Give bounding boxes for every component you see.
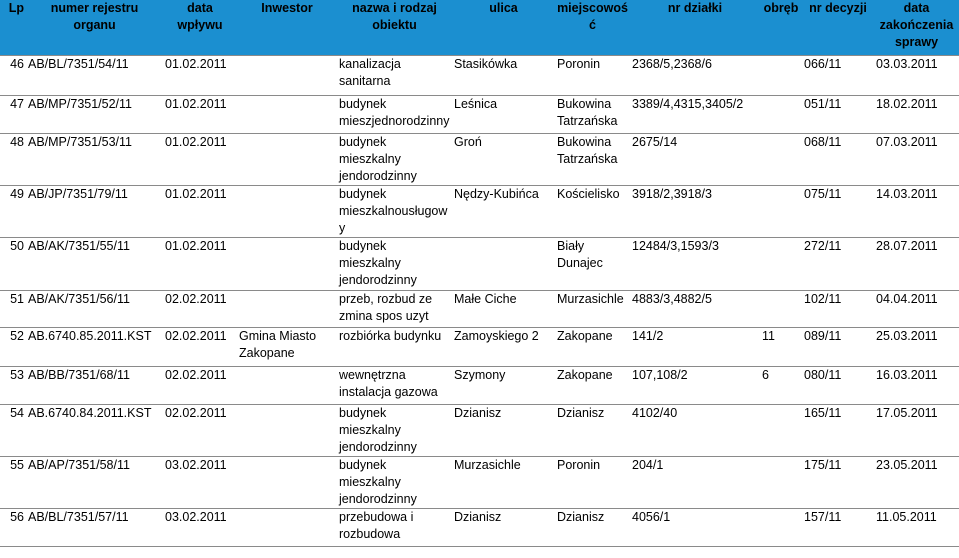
header-numer: numer rejestru organu xyxy=(26,0,163,56)
cell-numer: AB/BL/7351/54/11 xyxy=(26,56,163,96)
cell-lp: 51 xyxy=(0,291,26,328)
cell-ulica: Dzianisz xyxy=(452,405,555,457)
table-row xyxy=(0,186,959,238)
cell-nr-decyzji: 175/11 xyxy=(802,457,874,509)
cell-nr-decyzji: 066/11 xyxy=(802,56,874,96)
cell-data-zakonczenia: 14.03.2011 xyxy=(874,186,959,238)
cell-nr-decyzji: 068/11 xyxy=(802,134,874,186)
header-nr-decyzji: nr decyzji xyxy=(802,0,874,56)
cell-nazwa: rozbiórka budynku xyxy=(337,328,452,367)
cell-nazwa: wewnętrzna instalacja gazowa xyxy=(337,367,452,405)
cell-nr-dzialki: 4883/3,4882/5 xyxy=(630,291,760,328)
cell-lp: 48 xyxy=(0,134,26,186)
cell-obreb: 11 xyxy=(760,328,802,367)
cell-ulica: Małe Ciche xyxy=(452,291,555,328)
table-row xyxy=(0,291,959,328)
cell-data-wplywu: 01.02.2011 xyxy=(163,238,237,291)
cell-lp: 53 xyxy=(0,367,26,405)
cell-lp: 50 xyxy=(0,238,26,291)
cell-data-zakonczenia: 04.04.2011 xyxy=(874,291,959,328)
cell-nr-dzialki: 4056/1 xyxy=(630,509,760,547)
table-row xyxy=(0,457,959,509)
cell-lp: 54 xyxy=(0,405,26,457)
header-inwestor: Inwestor xyxy=(237,0,337,56)
cell-miejscowosc: Kościelisko xyxy=(555,186,630,238)
cell-data-wplywu: 01.02.2011 xyxy=(163,56,237,96)
cell-miejscowosc: Bukowina Tatrzańska xyxy=(555,134,630,186)
cell-numer: AB/JP/7351/79/11 xyxy=(26,186,163,238)
cell-ulica: Zamoyskiego 2 xyxy=(452,328,555,367)
cell-miejscowosc: Zakopane xyxy=(555,367,630,405)
cell-numer: AB/AK/7351/56/11 xyxy=(26,291,163,328)
cell-ulica xyxy=(452,238,555,291)
cell-miejscowosc: Zakopane xyxy=(555,328,630,367)
header-nazwa: nazwa i rodzaj obiektu xyxy=(337,0,452,56)
cell-inwestor: Gmina Miasto Zakopane xyxy=(237,328,337,367)
cell-inwestor xyxy=(237,56,337,96)
cell-data-zakonczenia: 16.03.2011 xyxy=(874,367,959,405)
cell-numer: AB/MP/7351/53/11 xyxy=(26,134,163,186)
cell-nazwa: budynek mieszkalny jendorodzinny xyxy=(337,457,452,509)
table-row xyxy=(0,134,959,186)
cell-nr-decyzji: 165/11 xyxy=(802,405,874,457)
cell-numer: AB/BL/7351/57/11 xyxy=(26,509,163,547)
cell-numer: AB.6740.84.2011.KST xyxy=(26,405,163,457)
cell-data-zakonczenia: 07.03.2011 xyxy=(874,134,959,186)
cell-nr-dzialki: 107,108/2 xyxy=(630,367,760,405)
cell-lp: 47 xyxy=(0,96,26,134)
table-row xyxy=(0,367,959,405)
cell-inwestor xyxy=(237,367,337,405)
cell-nr-decyzji: 272/11 xyxy=(802,238,874,291)
cell-inwestor xyxy=(237,96,337,134)
cell-ulica: Nędzy-Kubińca xyxy=(452,186,555,238)
cell-data-wplywu: 03.02.2011 xyxy=(163,457,237,509)
cell-nazwa: przeb, rozbud ze zmina spos uzyt xyxy=(337,291,452,328)
header-miejscowosc: miejscowość xyxy=(555,0,630,56)
cell-data-wplywu: 02.02.2011 xyxy=(163,328,237,367)
table-row xyxy=(0,328,959,367)
cell-inwestor xyxy=(237,134,337,186)
cell-nr-decyzji: 051/11 xyxy=(802,96,874,134)
cell-data-zakonczenia: 28.07.2011 xyxy=(874,238,959,291)
cell-nr-dzialki: 12484/3,1593/3 xyxy=(630,238,760,291)
cell-ulica: Szymony xyxy=(452,367,555,405)
header-row xyxy=(0,0,959,56)
cell-ulica: Groń xyxy=(452,134,555,186)
header-data-zakonczenia: data zakończenia sprawy xyxy=(874,0,959,56)
cell-data-zakonczenia: 11.05.2011 xyxy=(874,509,959,547)
cell-obreb xyxy=(760,56,802,96)
table-row xyxy=(0,96,959,134)
cell-numer: AB/AK/7351/55/11 xyxy=(26,238,163,291)
cell-data-wplywu: 03.02.2011 xyxy=(163,509,237,547)
cell-miejscowosc: Poronin xyxy=(555,457,630,509)
cell-miejscowosc: Dzianisz xyxy=(555,405,630,457)
cell-nr-decyzji: 080/11 xyxy=(802,367,874,405)
table-row xyxy=(0,238,959,291)
cell-data-zakonczenia: 03.03.2011 xyxy=(874,56,959,96)
cell-data-wplywu: 02.02.2011 xyxy=(163,405,237,457)
cell-lp: 46 xyxy=(0,56,26,96)
cell-obreb xyxy=(760,238,802,291)
cell-data-wplywu: 02.02.2011 xyxy=(163,291,237,328)
cell-inwestor xyxy=(237,457,337,509)
cell-numer: AB/MP/7351/52/11 xyxy=(26,96,163,134)
cell-ulica: Leśnica xyxy=(452,96,555,134)
cell-obreb xyxy=(760,96,802,134)
cell-miejscowosc: Dzianisz xyxy=(555,509,630,547)
cell-miejscowosc: Bukowina Tatrzańska xyxy=(555,96,630,134)
table-row xyxy=(0,56,959,96)
cell-nr-decyzji: 089/11 xyxy=(802,328,874,367)
cell-nr-decyzji: 157/11 xyxy=(802,509,874,547)
table-row xyxy=(0,509,959,547)
cell-obreb: 6 xyxy=(760,367,802,405)
cell-miejscowosc: Murzasichle xyxy=(555,291,630,328)
cell-miejscowosc: Biały Dunajec xyxy=(555,238,630,291)
cell-nazwa: budynek mieszkalnousługowy xyxy=(337,186,452,238)
cell-obreb xyxy=(760,291,802,328)
cell-nr-dzialki: 204/1 xyxy=(630,457,760,509)
header-data-wplywu: data wpływu xyxy=(163,0,237,56)
cell-nr-dzialki: 141/2 xyxy=(630,328,760,367)
header-nr-dzialki: nr działki xyxy=(630,0,760,56)
cell-inwestor xyxy=(237,291,337,328)
cell-obreb xyxy=(760,509,802,547)
cell-data-wplywu: 01.02.2011 xyxy=(163,96,237,134)
cell-nazwa: budynek mieszjednorodzinny xyxy=(337,96,452,134)
cell-nr-decyzji: 102/11 xyxy=(802,291,874,328)
cell-lp: 56 xyxy=(0,509,26,547)
cell-data-zakonczenia: 25.03.2011 xyxy=(874,328,959,367)
cell-nr-decyzji: 075/11 xyxy=(802,186,874,238)
cell-lp: 52 xyxy=(0,328,26,367)
cell-obreb xyxy=(760,457,802,509)
cell-inwestor xyxy=(237,509,337,547)
cell-nr-dzialki: 3918/2,3918/3 xyxy=(630,186,760,238)
cell-inwestor xyxy=(237,238,337,291)
cell-inwestor xyxy=(237,186,337,238)
cell-nr-dzialki: 2675/14 xyxy=(630,134,760,186)
header-lp: Lp xyxy=(0,0,26,56)
cell-miejscowosc: Poronin xyxy=(555,56,630,96)
cell-nazwa: budynek mieszkalny jendorodzinny xyxy=(337,405,452,457)
cell-data-wplywu: 01.02.2011 xyxy=(163,134,237,186)
cell-nr-dzialki: 3389/4,4315,3405/2 xyxy=(630,96,760,134)
cell-nazwa: kanalizacja sanitarna xyxy=(337,56,452,96)
cell-ulica: Dzianisz xyxy=(452,509,555,547)
cell-data-wplywu: 02.02.2011 xyxy=(163,367,237,405)
cell-obreb xyxy=(760,134,802,186)
cell-numer: AB/BB/7351/68/11 xyxy=(26,367,163,405)
cell-data-zakonczenia: 23.05.2011 xyxy=(874,457,959,509)
table-row xyxy=(0,405,959,457)
cell-lp: 55 xyxy=(0,457,26,509)
cell-data-zakonczenia: 17.05.2011 xyxy=(874,405,959,457)
cell-ulica: Stasikówka xyxy=(452,56,555,96)
cell-obreb xyxy=(760,405,802,457)
cell-inwestor xyxy=(237,405,337,457)
cell-nazwa: przebudowa i rozbudowa xyxy=(337,509,452,547)
cell-numer: AB/AP/7351/58/11 xyxy=(26,457,163,509)
cell-nazwa: budynek mieszkalny jendorodzinny xyxy=(337,134,452,186)
header-ulica: ulica xyxy=(452,0,555,56)
cell-lp: 49 xyxy=(0,186,26,238)
cell-numer: AB.6740.85.2011.KST xyxy=(26,328,163,367)
header-obreb: obręb xyxy=(760,0,802,56)
cell-nr-dzialki: 2368/5,2368/6 xyxy=(630,56,760,96)
cell-nr-dzialki: 4102/40 xyxy=(630,405,760,457)
cell-data-zakonczenia: 18.02.2011 xyxy=(874,96,959,134)
cell-data-wplywu: 01.02.2011 xyxy=(163,186,237,238)
table-body xyxy=(0,56,959,547)
cell-nazwa: budynek mieszkalny jendorodzinny xyxy=(337,238,452,291)
cell-ulica: Murzasichle xyxy=(452,457,555,509)
cell-obreb xyxy=(760,186,802,238)
